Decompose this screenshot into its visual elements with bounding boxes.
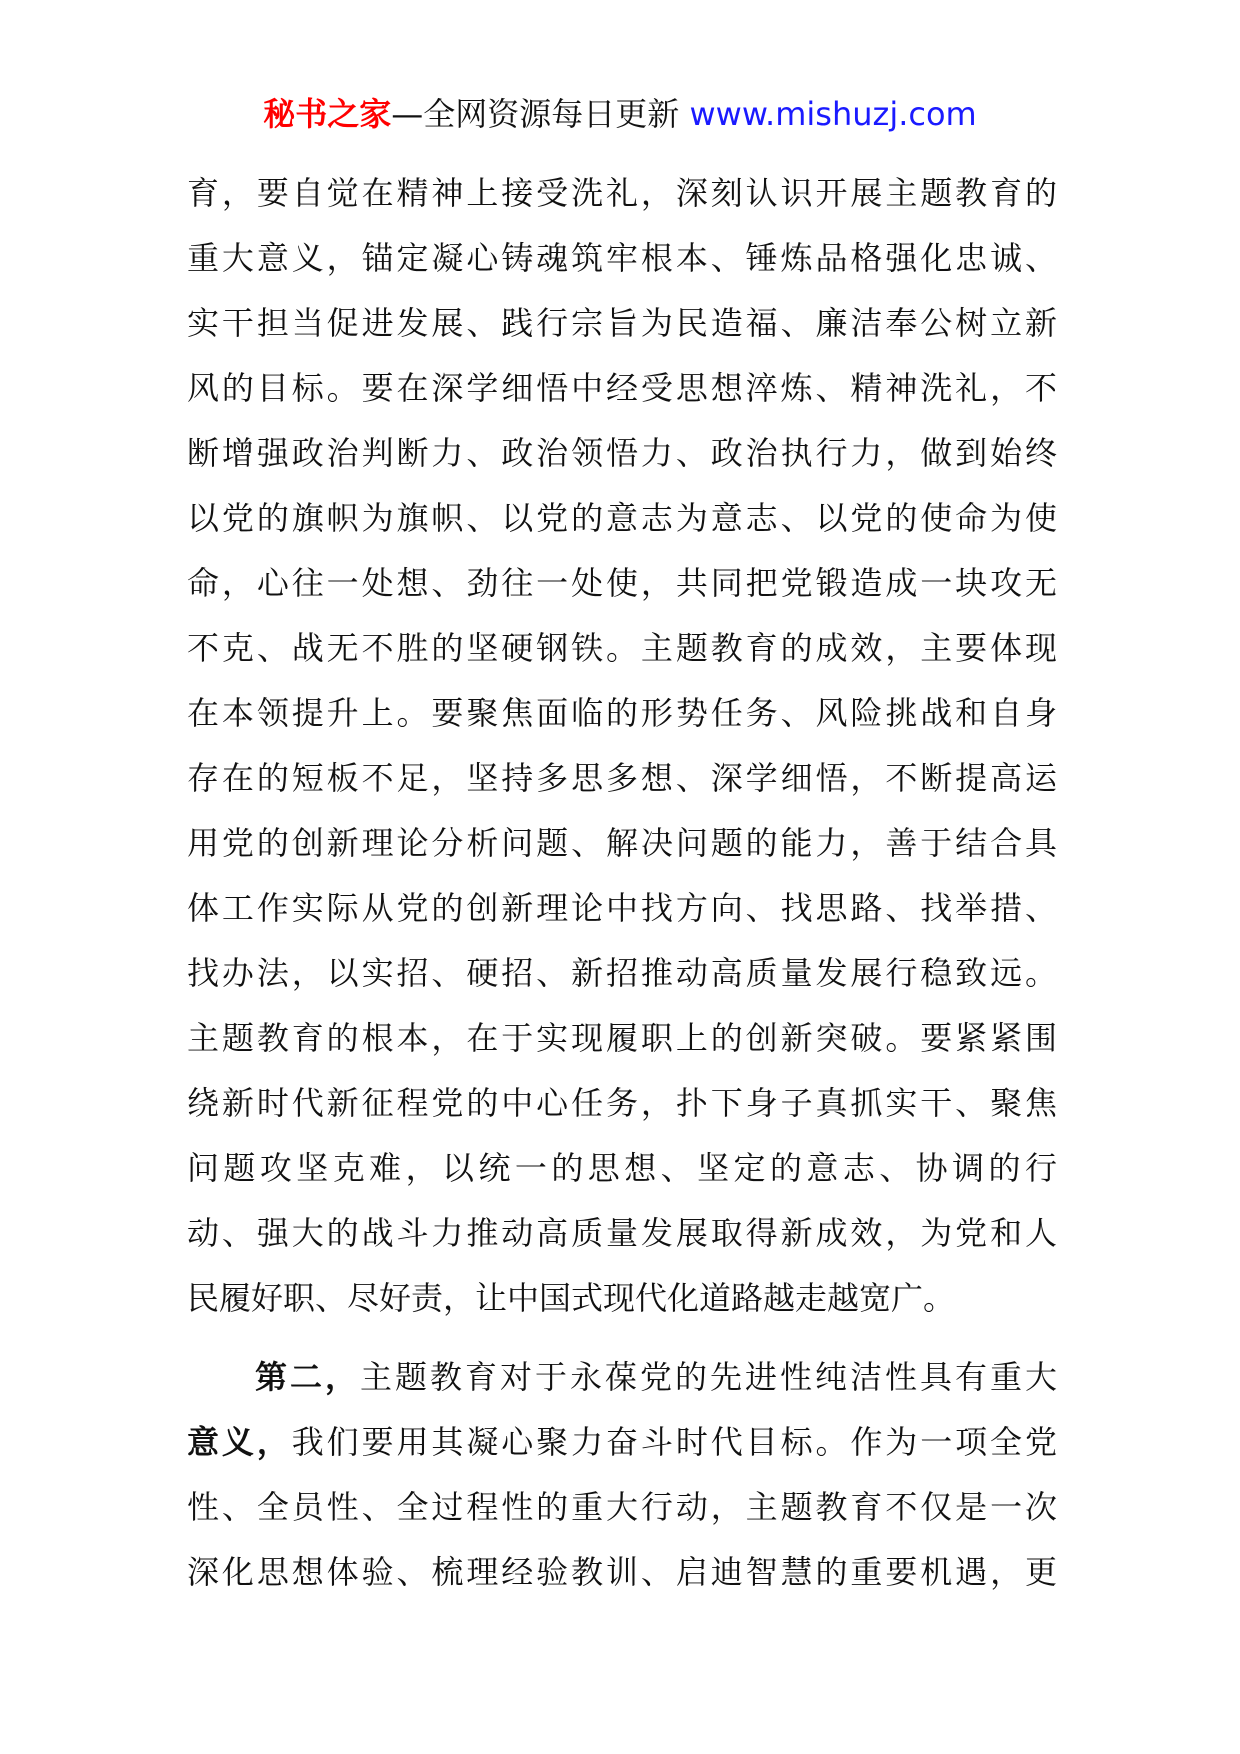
text-line: 体工作实际从党的创新理论中找方向、找思路、找举措、	[187, 889, 1057, 927]
text-line: 用党的创新理论分析问题、解决问题的能力，善于结合具	[187, 824, 1057, 862]
text-line: 命，心往一处想、劲往一处使，共同把党锻造成一块攻无	[187, 564, 1057, 602]
text-line: 绕新时代新征程党的中心任务，扑下身子真抓实干、聚焦	[187, 1084, 1057, 1122]
text-run: 我们要用其凝心聚力奋斗时代目标。作为一项全党	[291, 1423, 1057, 1461]
paragraph-2	[187, 1345, 1057, 1605]
text-line: 深化思想体验、梳理经验教训、启迪智慧的重要机遇，更	[187, 1553, 1057, 1591]
text-line: 断增强政治判断力、政治领悟力、政治执行力，做到始终	[187, 434, 1057, 472]
text-run: 主题教育对于永葆党的先进性纯洁性具有重大	[360, 1358, 1057, 1396]
text-line: 主题教育的根本，在于实现履职上的创新突破。要紧紧围	[187, 1019, 1057, 1057]
text-line: 在本领提升上。要聚焦面临的形势任务、风险挑战和自身	[187, 694, 1057, 732]
text-line: 性、全员性、全过程性的重大行动，主题教育不仅是一次	[187, 1488, 1057, 1526]
text-line: 以党的旗帜为旗帜、以党的意志为意志、以党的使命为使	[187, 499, 1057, 537]
paragraph-gap	[187, 1331, 1057, 1345]
text-line: 问题攻坚克难，以统一的思想、坚定的意志、协调的行	[187, 1149, 1057, 1187]
text-line: 重大意义，锚定凝心铸魂筑牢根本、锤炼品格强化忠诚、	[187, 239, 1057, 277]
site-url-link[interactable]: www.mishuzj.com	[689, 95, 977, 133]
text-line	[187, 1410, 1057, 1475]
site-header	[0, 92, 1240, 136]
header-slogan: —全网资源每日更新	[391, 95, 690, 133]
text-line: 民履好职、尽好责，让中国式现代化道路越走越宽广。	[187, 1279, 956, 1317]
text-line: 育，要自觉在精神上接受洗礼，深刻认识开展主题教育的	[187, 174, 1057, 212]
text-line: 风的目标。要在深学细悟中经受思想淬炼、精神洗礼，不	[187, 369, 1057, 407]
text-line: 实干担当促进发展、践行宗旨为民造福、廉洁奉公树立新	[187, 304, 1057, 342]
text-line	[187, 1345, 1057, 1410]
paragraph-1	[187, 161, 1057, 1331]
brand-name: 秘书之家	[263, 95, 392, 133]
text-line: 不克、战无不胜的坚硬钢铁。主题教育的成效，主要体现	[187, 629, 1057, 667]
document-body	[187, 161, 1057, 1605]
text-line: 动、强大的战斗力推动高质量发展取得新成效，为党和人	[187, 1214, 1057, 1252]
text-line: 存在的短板不足，坚持多思多想、深学细悟，不断提高运	[187, 759, 1057, 797]
text-line: 找办法，以实招、硬招、新招推动高质量发展行稳致远。	[187, 954, 1057, 992]
section-marker: 第二，	[255, 1358, 360, 1396]
section-title-end: 意义，	[187, 1423, 292, 1461]
